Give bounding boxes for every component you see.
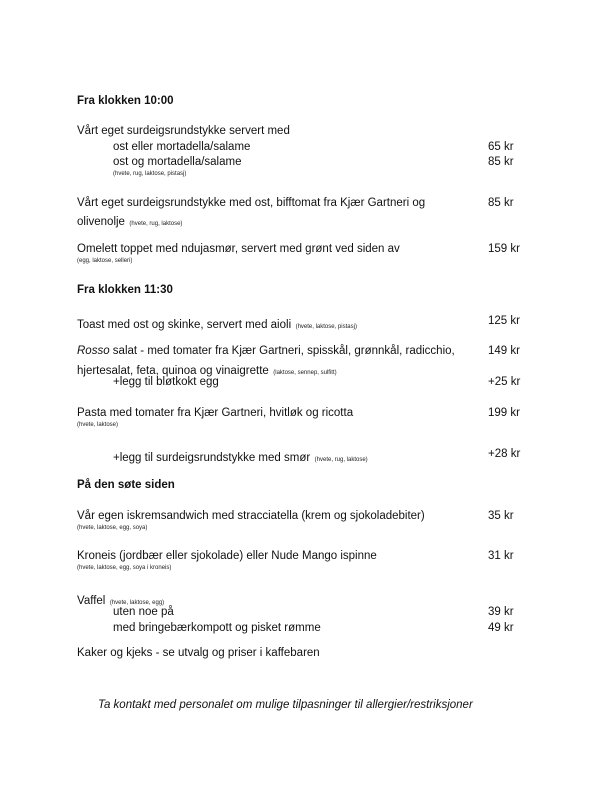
item-price: 125 kr [488,315,520,327]
section-heading-sweet: På den søte siden [77,479,175,491]
item-cakes: Kaker og kjeks - se utvalg og priser i kaffebaren [77,647,320,659]
item-toast [77,315,357,333]
item-kroneis: Kroneis (jordbær eller sjokolade) eller Nude Mango ispinne [77,550,377,562]
item-price: 31 kr [488,550,514,562]
addon-bread [113,448,368,466]
item-price: 85 kr [488,197,514,209]
addon-price: +25 kr [488,376,521,388]
item-name: Toast med ost og skinke, servert med aioli [77,319,292,331]
allergen-note: (hvete, rug, laktose) [314,457,368,463]
variant-price: 85 kr [488,156,514,168]
item-name: Vaffel [77,595,106,607]
item-price: 149 kr [488,345,520,357]
allergen-note: (laktose, sennep, sulfitt) [273,370,337,376]
item-price: 159 kr [488,243,520,255]
allergen-note: (hvete, rug, laktose, pistasj) [113,171,187,177]
allergy-contact-note: Ta kontakt med personalet om mulige tilpasninger til allergier/restriksjoner [98,699,473,711]
variant-label: uten noe på [113,606,174,618]
allergen-note: (hvete, laktose, egg, soya) [77,525,148,531]
item-omelett: Omelett toppet med ndujasmør, servert med grønt ved siden av [77,243,400,255]
item-icecream-sandwich: Vår egen iskremsandwich med stracciatella (krem og sjokoladebiter) [77,510,425,522]
item-sourdough-intro: Vårt eget surdeigsrundstykke servert med [77,125,290,137]
addon-price: +28 kr [488,448,521,460]
item-pasta: Pasta med tomater fra Kjær Gartneri, hvitløk og ricotta [77,407,354,419]
item-sourdough-tomato-line1: Vårt eget surdeigsrundstykke med ost, bifftomat fra Kjær Gartneri og [77,197,426,209]
section-heading-morning: Fra klokken 10:00 [77,95,174,107]
item-price: 199 kr [488,407,520,419]
item-name-emphasis: Rosso [77,345,110,357]
allergen-note: (hvete, laktose) [77,422,119,428]
item-line2: hjertesalat, feta, quinoa og vinaigrette [77,365,269,377]
allergen-note: (hvete, laktose, pistasj) [295,324,357,330]
item-rosso-line1 [77,345,455,357]
item-line1-rest: salat - med tomater fra Kjær Gartneri, spisskål, grønnkål, radicchio, [109,345,455,357]
variant-price: 65 kr [488,141,514,153]
variant-label: med bringebærkompott og pisket rømme [113,622,321,634]
variant-label: ost og mortadella/salame [113,156,242,168]
addon-label: +legg til surdeigsrundstykke med smør [113,452,311,464]
section-heading-midday: Fra klokken 11:30 [77,284,173,296]
item-sourdough-tomato-line2-wrap [77,212,182,230]
allergen-note: (egg, laktose, selleri) [77,258,133,264]
item-line2: olivenolje [77,216,125,228]
variant-label: ost eller mortadella/salame [113,141,251,153]
variant-price: 39 kr [488,606,514,618]
allergen-note: (hvete, laktose, egg, soya i kroneis) [77,565,172,571]
variant-price: 49 kr [488,622,514,634]
addon-label: +legg til bløtkokt egg [113,376,219,388]
allergen-note: (hvete, rug, laktose) [129,221,183,227]
item-price: 35 kr [488,510,514,522]
allergen-note: (hvete, laktose, egg) [109,600,165,606]
